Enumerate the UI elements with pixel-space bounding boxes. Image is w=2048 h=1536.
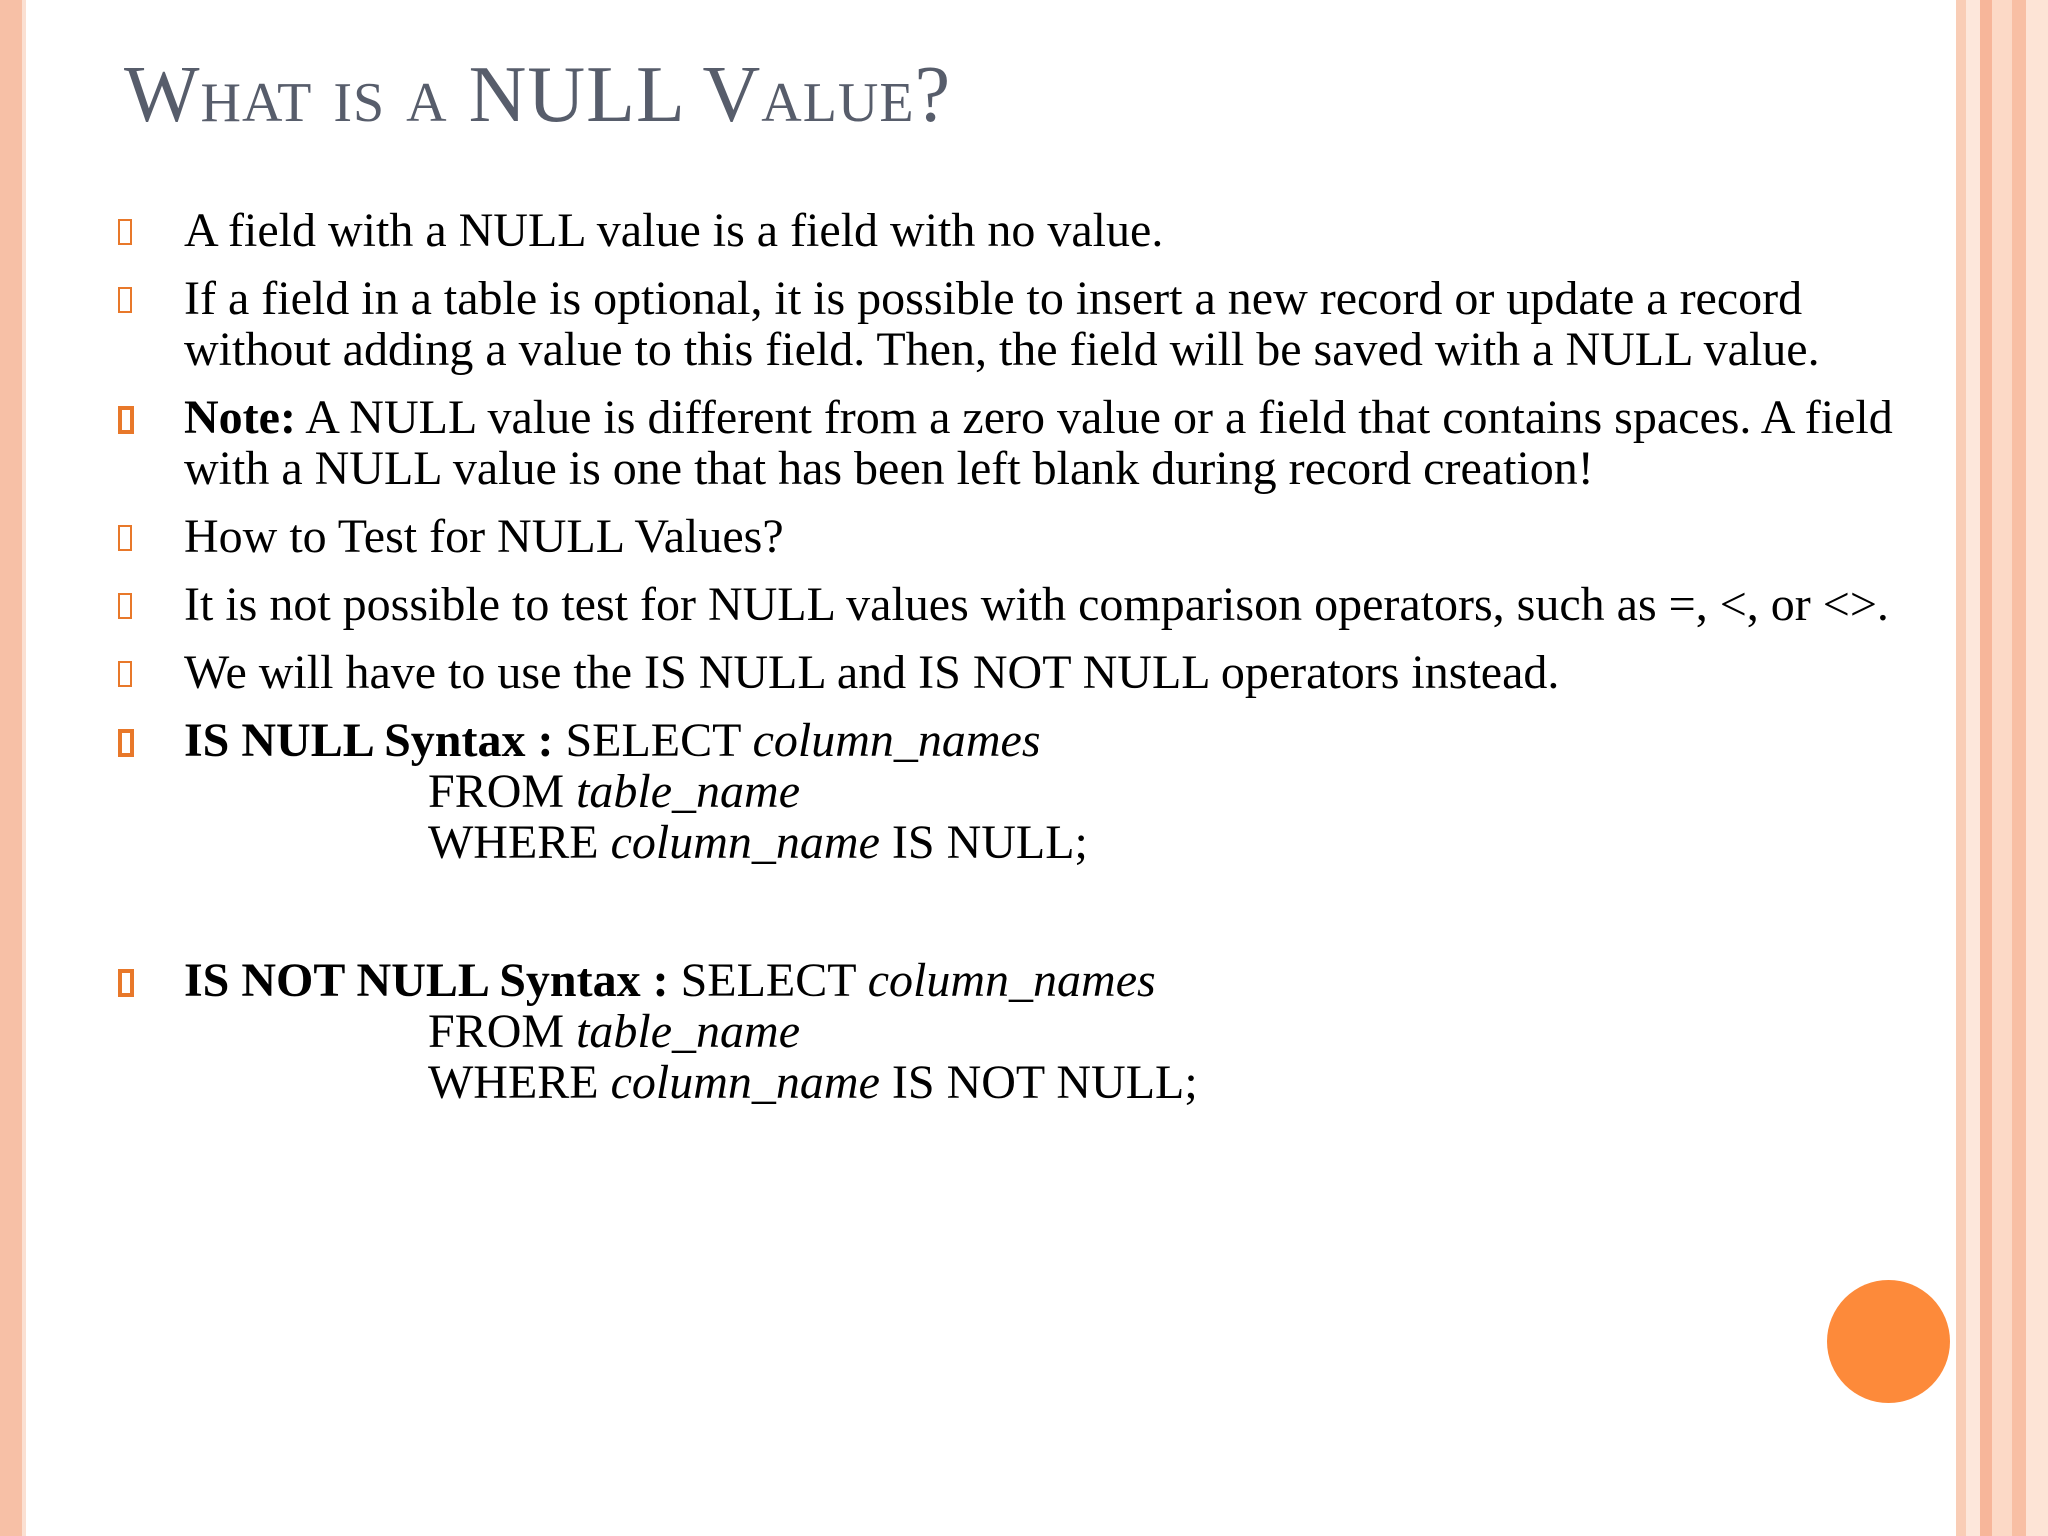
sql-keyword: FROM <box>428 765 577 818</box>
sql-where-line <box>184 817 1938 868</box>
sql-keyword: SELECT <box>553 714 753 767</box>
syntax-label: IS NOT NULL Syntax : <box>184 954 669 1007</box>
is-null-syntax <box>118 715 1938 868</box>
bullet-marker-icon <box>118 525 132 551</box>
sql-argument: column_names <box>867 954 1156 1007</box>
bullet-item <box>118 579 1938 630</box>
sql-keyword: FROM <box>428 1005 577 1058</box>
bullet-marker-icon <box>118 593 132 619</box>
sql-keyword: IS NULL; <box>879 816 1088 869</box>
sql-from-line <box>184 766 1938 817</box>
orange-circle-decoration <box>1827 1280 1950 1403</box>
sql-keyword: IS NOT NULL; <box>879 1056 1198 1109</box>
bullet-text: If a field in a table is optional, it is possible to insert a new record or update a record without adding a value to this field. Then, the field will be saved with a NULL value. <box>184 272 1820 376</box>
bullet-item-note <box>118 392 1938 494</box>
bullet-text: A field with a NULL value is a field with no value. <box>184 204 1164 257</box>
sql-keyword: WHERE <box>428 816 611 869</box>
bullet-list <box>118 205 1938 1125</box>
bullet-text: A NULL value is different from a zero value or a field that contains spaces. A field with a NULL value is one that has been left blank during record creation! <box>184 391 1893 495</box>
left-border-inner-decoration <box>22 0 26 1536</box>
right-stripes-decoration <box>1956 0 2048 1536</box>
sql-keyword: SELECT <box>668 954 868 1007</box>
note-label: Note: <box>184 391 296 444</box>
sql-argument: column_name <box>610 816 880 869</box>
bullet-text: It is not possible to test for NULL values with comparison operators, such as =, <, or <>. <box>184 578 1889 631</box>
sql-keyword: WHERE <box>428 1056 611 1109</box>
sql-where-line <box>184 1057 1938 1108</box>
bullet-marker-icon <box>118 661 132 687</box>
is-not-null-syntax <box>118 955 1938 1108</box>
bullet-item <box>118 205 1938 256</box>
bullet-marker-icon <box>118 406 134 434</box>
bullet-marker-icon <box>118 287 132 313</box>
bullet-text: How to Test for NULL Values? <box>184 510 784 563</box>
syntax-label: IS NULL Syntax : <box>184 714 554 767</box>
bullet-item <box>118 273 1938 375</box>
bullet-marker-icon <box>118 969 134 997</box>
bullet-item <box>118 647 1938 698</box>
sql-argument: table_name <box>576 1005 801 1058</box>
bullet-text: We will have to use the IS NULL and IS NOT NULL operators instead. <box>184 646 1560 699</box>
left-border-decoration <box>0 0 22 1536</box>
bullet-item <box>118 511 1938 562</box>
sql-argument: column_names <box>752 714 1041 767</box>
sql-from-line <box>184 1006 1938 1057</box>
slide-title: What is a NULL Value? <box>124 51 952 139</box>
bullet-marker-icon <box>118 729 134 757</box>
bullet-marker-icon <box>118 219 132 245</box>
sql-argument: column_name <box>610 1056 880 1109</box>
sql-argument: table_name <box>576 765 801 818</box>
